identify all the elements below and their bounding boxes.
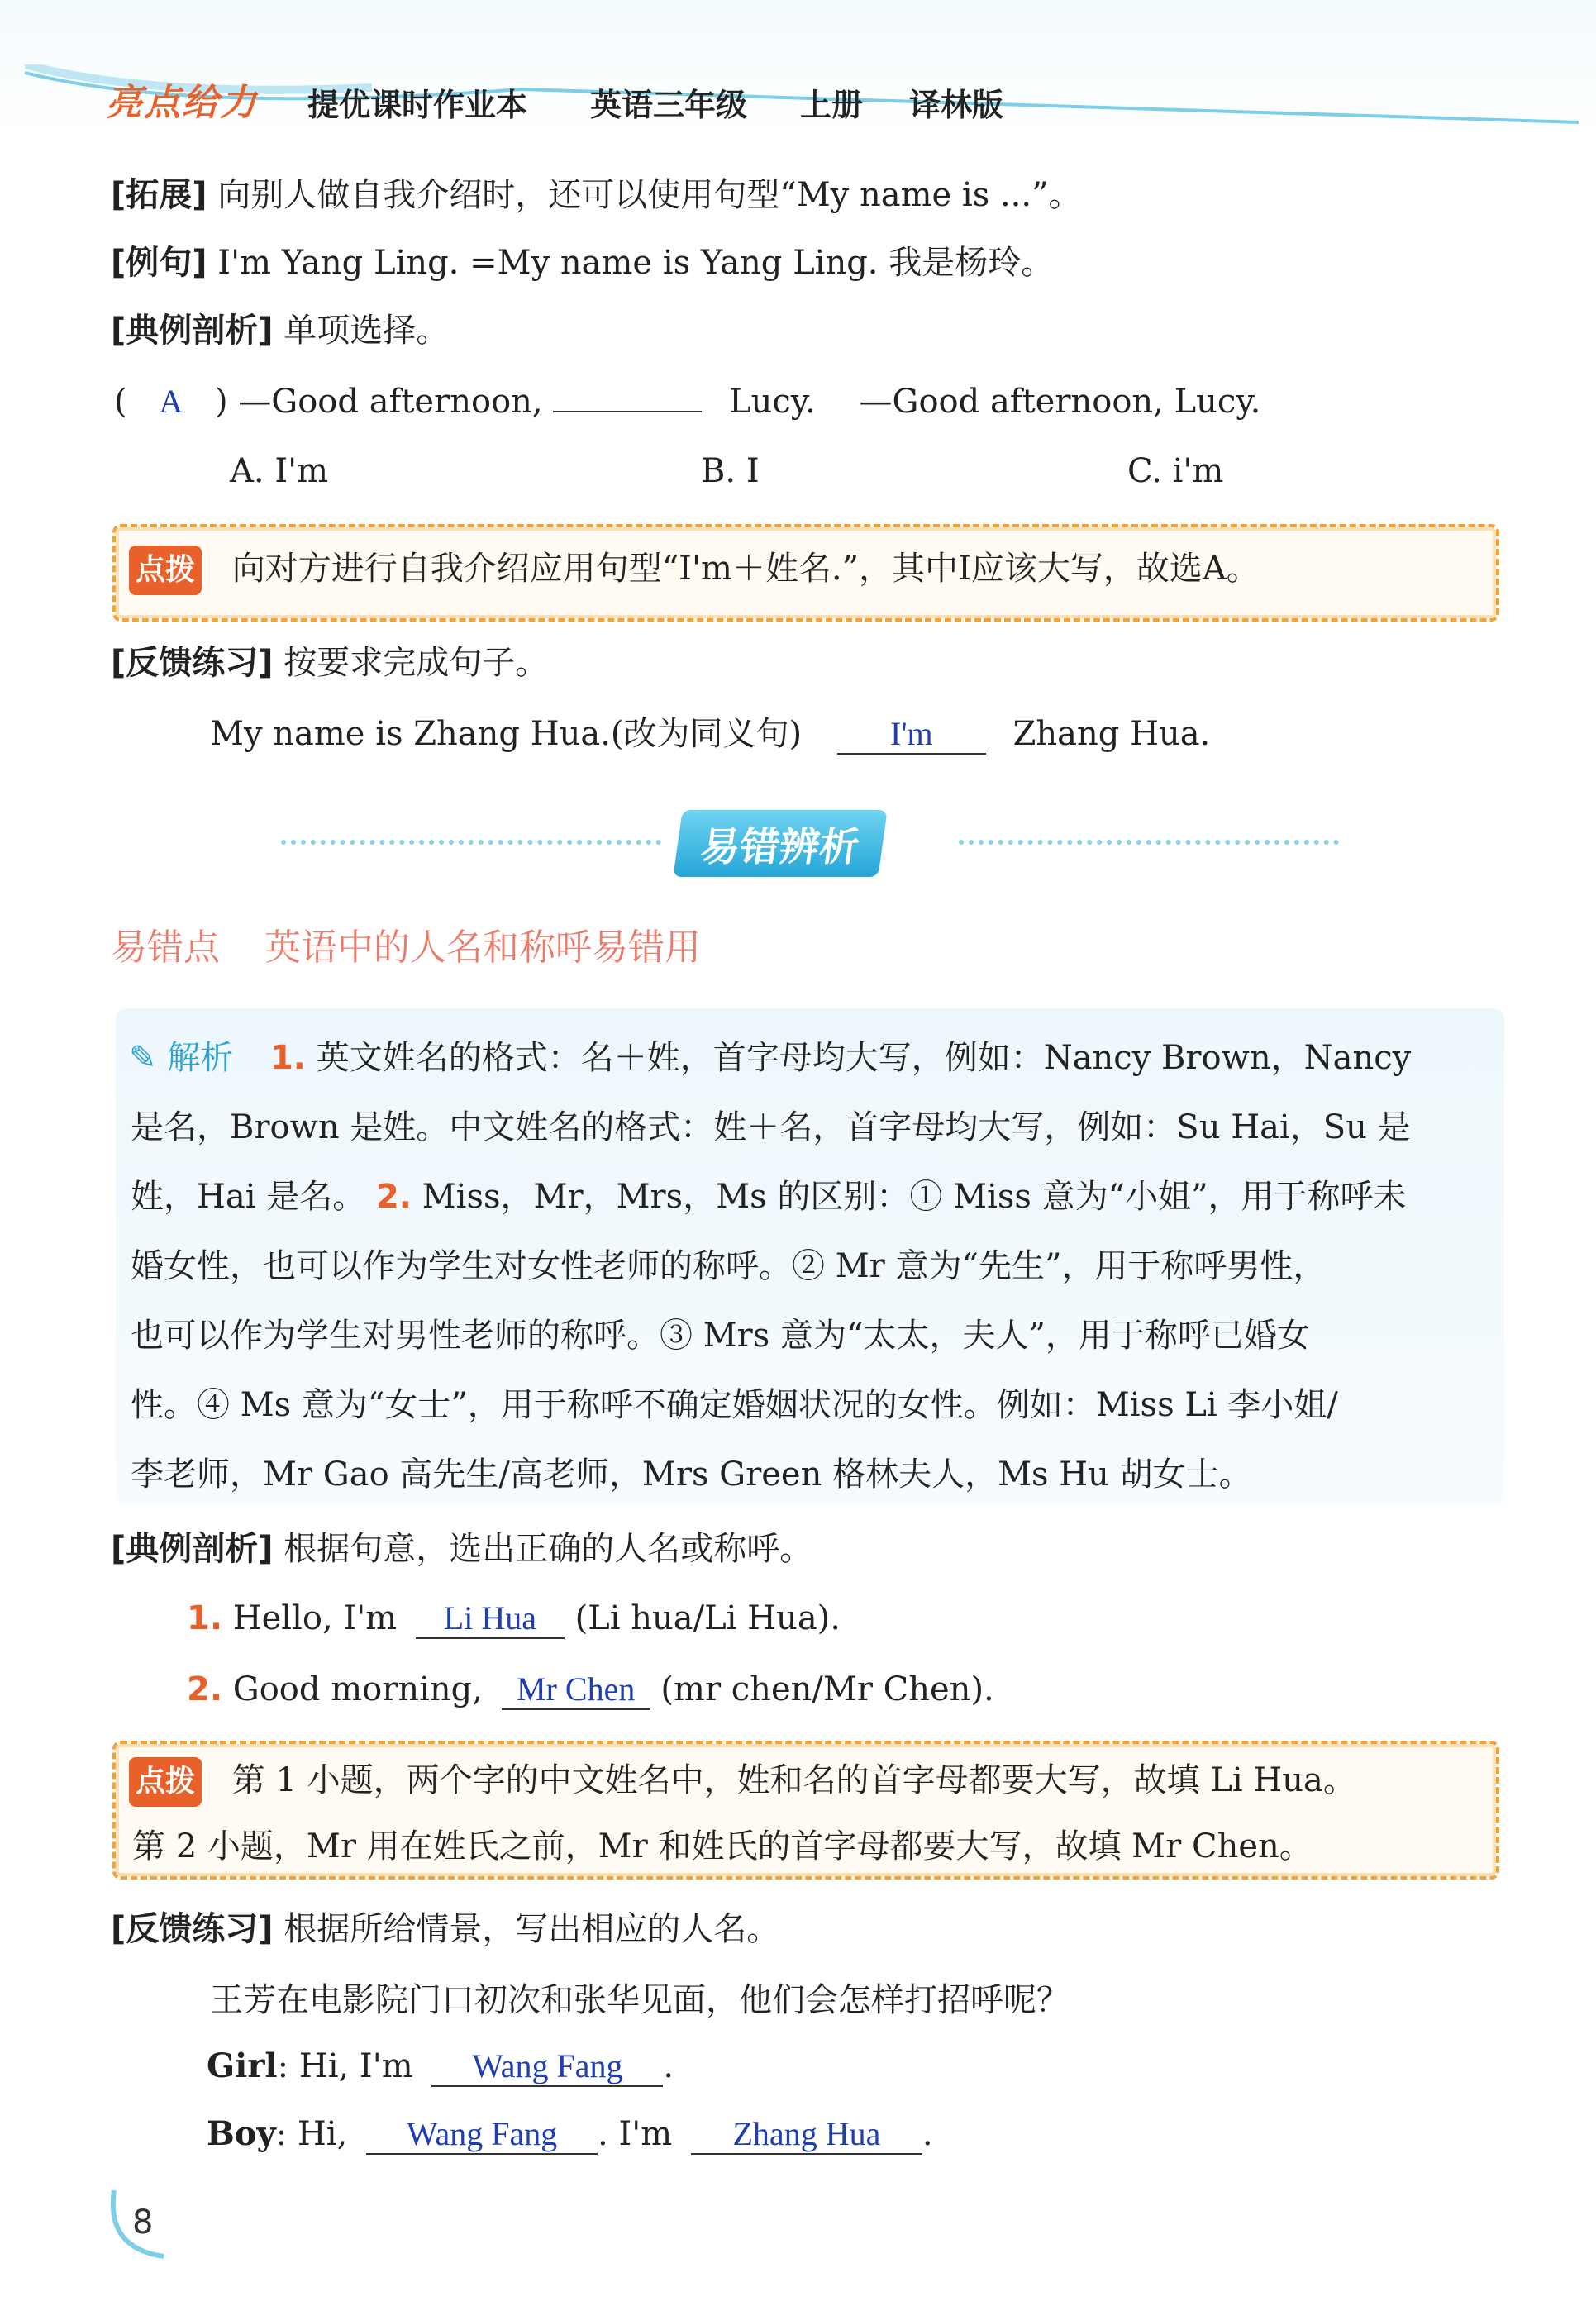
option-a: A. I'm: [230, 452, 329, 490]
feedback2-line: [反馈练习] 根据所给情景，写出相应的人名。: [111, 1910, 780, 1948]
extend-line: [拓展] 向别人做自我介绍时，还可以使用句型“My name is ...”。: [111, 176, 1082, 214]
example-line: [例句] I'm Yang Ling. =My name is Yang Ling. 我是杨玲。: [111, 244, 1055, 282]
tip-tag: 点拨: [129, 1757, 202, 1807]
answer-blank[interactable]: [553, 411, 702, 412]
scene-text: 王芳在电影院门口初次和张华见面，他们会怎样打招呼呢？: [210, 1981, 1070, 2019]
tip-line-1: 点拨 向对方进行自我介绍应用句型“I'm＋姓名.”，其中I应该大写，故选A。: [129, 546, 1260, 595]
analysis-line-1: ✎ 解析 1. 英文姓名的格式：名＋姓，首字母均大写，例如：Nancy Brown，Nancy: [129, 1039, 1412, 1077]
analysis-line-4: 婚女性，也可以作为学生对女性老师的称呼。② Mr 意为“先生”，用于称呼男性，: [131, 1247, 1327, 1285]
analysis-line-3: 姓，Hai 是名。 2. Miss，Mr，Mrs，Ms 的区别：① Miss 意为“小姐”，用于称呼未: [131, 1178, 1407, 1216]
boy-line: Boy: Hi, Wang Fang . I'm Zhang Hua .: [207, 2114, 933, 2153]
q2-answer[interactable]: Mr Chen: [502, 1670, 650, 1710]
answer-choice: A: [159, 383, 183, 420]
analysis-line: [典例剖析] 单项选择。: [111, 312, 450, 350]
divider-left: [281, 840, 661, 845]
option-b: B. I: [701, 452, 760, 490]
analysis-icon: ✎: [129, 1039, 157, 1077]
boy-answer-1[interactable]: Wang Fang: [366, 2115, 598, 2155]
analysis-label: 解析: [167, 1039, 234, 1077]
q2-line: 2. Good morning, Mr Chen (mr chen/Mr Chen).: [187, 1670, 994, 1708]
series-title: 提优课时作业本: [307, 87, 528, 123]
q1-line: 1. Hello, I'm Li Hua (Li hua/Li Hua).: [187, 1599, 841, 1637]
tip2-line-2: 第 2 小题，Mr 用在姓氏之前，Mr 和姓氏的首字母都要大写，故填 Mr Chen。: [132, 1827, 1313, 1865]
analysis-line-2: 是名，Brown 是姓。中文姓名的格式：姓＋名，首字母均大写，例如：Su Hai，Su 是: [131, 1108, 1411, 1146]
analysis-line-7: 李老师，Mr Gao 高先生/高老师，Mrs Green 格林夫人，Ms Hu 胡女士。: [131, 1456, 1252, 1494]
section-title: 易错点 英语中的人名和称呼易错用: [111, 927, 701, 969]
girl-answer[interactable]: Wang Fang: [431, 2047, 663, 2087]
section-badge: 易错辨析: [673, 810, 887, 877]
feedback-line: [反馈练习] 按要求完成句子。: [111, 644, 549, 682]
tip2-line-1: 点拨 第 1 小题，两个字的中文姓名中，姓和名的首字母都要大写，故填 Li Hua。: [129, 1757, 1356, 1807]
analysis-line-6: 性。④ Ms 意为“女士”，用于称呼不确定婚姻状况的女性。例如：Miss Li 李小姐/: [131, 1386, 1338, 1424]
feedback-answer[interactable]: I'm: [837, 715, 986, 755]
brand-logo: 亮点给力: [106, 82, 258, 124]
question-line: ( A ) —Good afternoon, Lucy. —Good afternoon, Lucy.: [114, 383, 1261, 421]
q1-answer[interactable]: Li Hua: [416, 1599, 565, 1639]
subject-title: 英语三年级: [590, 87, 748, 123]
tip-tag: 点拨: [129, 546, 202, 595]
analysis-line-5: 也可以作为学生对男性老师的称呼。③ Mrs 意为“太太，夫人”，用于称呼已婚女: [131, 1317, 1310, 1355]
divider-right: [959, 840, 1339, 845]
feedback-question: My name is Zhang Hua.(改为同义句) I'm Zhang Hua.: [210, 715, 1211, 753]
page-number: 8: [132, 2204, 154, 2242]
edition-title: 译林版: [909, 87, 1004, 123]
option-c: C. i'm: [1127, 452, 1224, 490]
boy-answer-2[interactable]: Zhang Hua: [691, 2115, 922, 2155]
volume-title: 上册: [800, 87, 864, 123]
analysis2-line: [典例剖析] 根据句意，选出正确的人名或称呼。: [111, 1530, 813, 1568]
girl-line: Girl: Hi, I'm Wang Fang .: [207, 2046, 674, 2085]
